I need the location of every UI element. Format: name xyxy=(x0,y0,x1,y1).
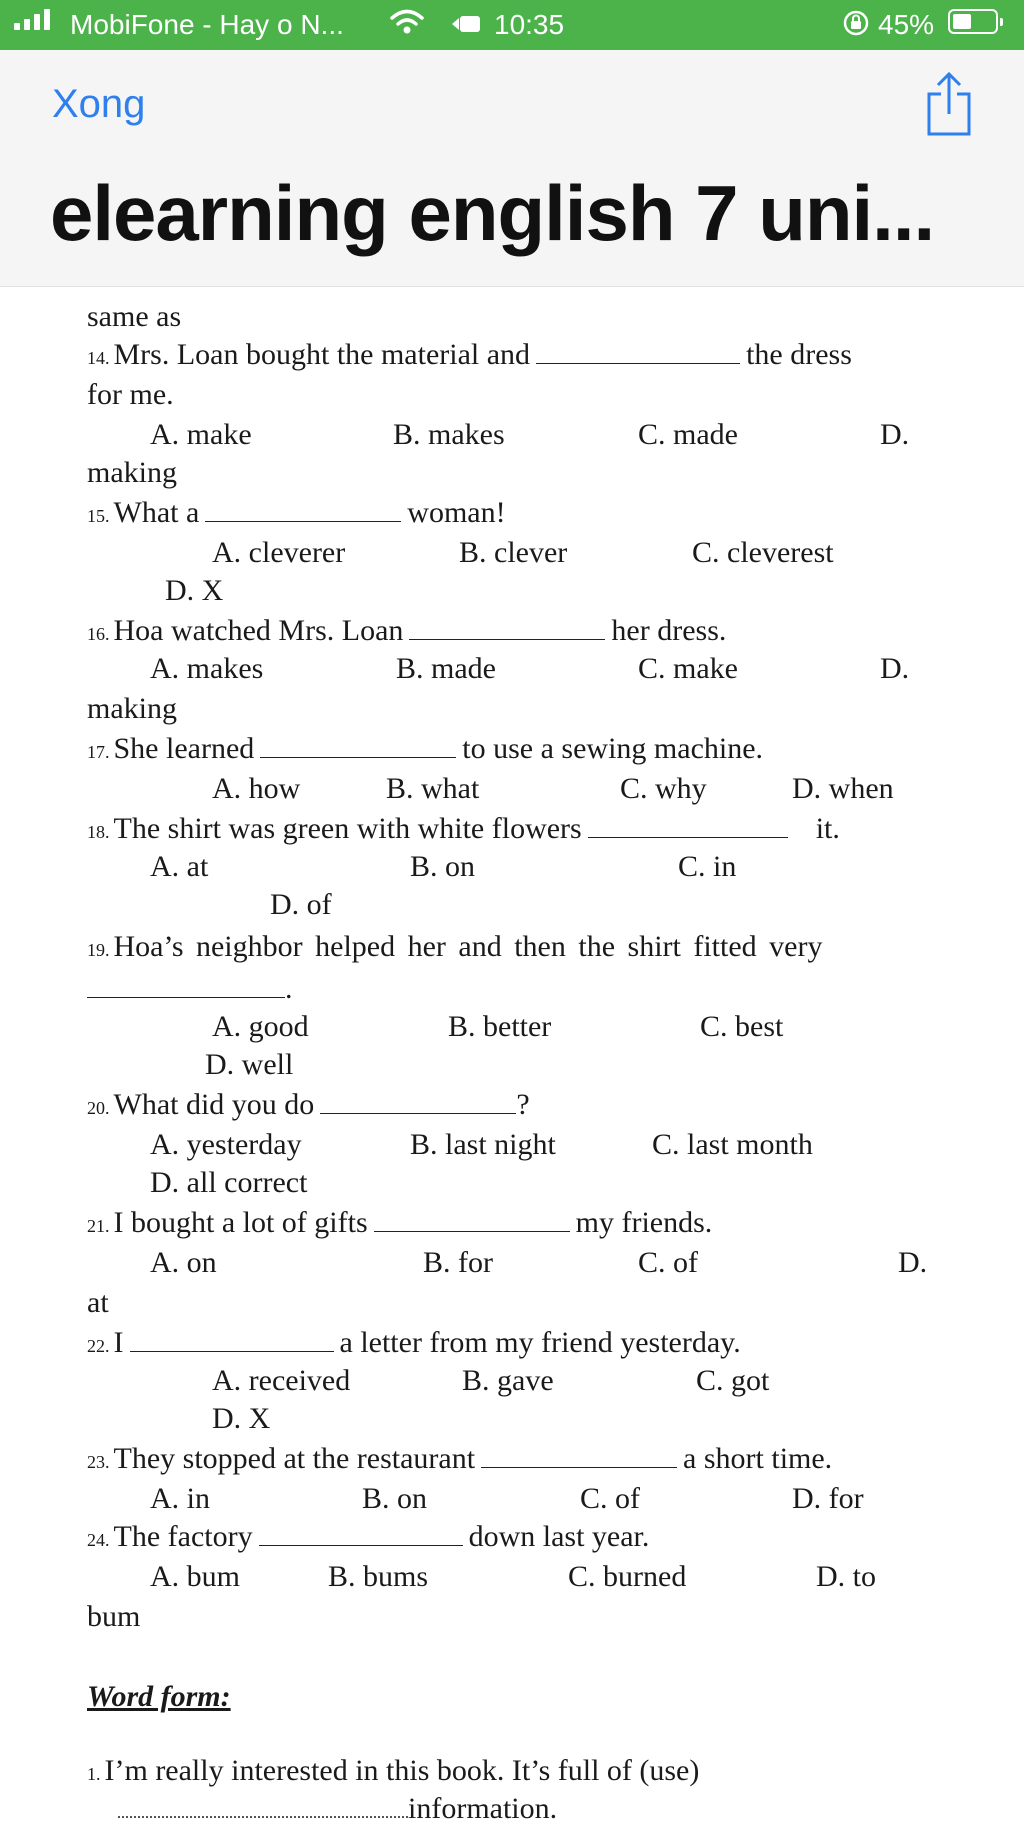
question-number: 20. xyxy=(87,1098,110,1118)
option-b: B. what xyxy=(386,772,480,805)
answer-blank xyxy=(130,1327,334,1352)
question-number: 24. xyxy=(87,1530,110,1550)
option-c: C. why xyxy=(620,772,707,805)
carrier-name: MobiFone - Hay o N... xyxy=(70,9,344,40)
option-a: A. in xyxy=(150,1482,210,1515)
option-b: B. for xyxy=(423,1246,493,1279)
option-c: C. got xyxy=(696,1364,770,1397)
option-b: B. on xyxy=(362,1482,428,1515)
option-d: D. of xyxy=(270,888,332,921)
answer-blank xyxy=(374,1207,570,1232)
question-text: a short time. xyxy=(683,1442,833,1475)
question-15 xyxy=(87,495,506,534)
text-line: at xyxy=(87,1286,109,1319)
option-d: D. well xyxy=(205,1048,294,1081)
question-text: down last year. xyxy=(468,1520,650,1553)
option-d: D. for xyxy=(792,1482,864,1515)
option-a: A. at xyxy=(150,850,209,883)
battery-icon xyxy=(948,9,998,34)
question-text: They stopped at the restaurant xyxy=(113,1442,476,1475)
question-text: The factory xyxy=(113,1520,253,1553)
question-text: Mrs. Loan bought the material and xyxy=(113,338,531,371)
text-line: making xyxy=(87,692,177,725)
option-a: A. make xyxy=(150,418,252,451)
answer-blank xyxy=(536,339,740,364)
section-heading: Word form: xyxy=(87,1680,231,1713)
option-c: C. of xyxy=(638,1246,698,1279)
option-c: C. last month xyxy=(652,1128,813,1161)
question-18 xyxy=(87,811,840,850)
question-text: I’m really interested in this book. It’s full of (use) xyxy=(104,1754,700,1787)
text-line: for me. xyxy=(87,378,174,411)
option-d: D. xyxy=(898,1246,928,1279)
clock: 10:35 xyxy=(494,9,565,40)
question-text: ? xyxy=(516,1088,530,1121)
question-text: information. xyxy=(408,1792,558,1825)
question-text: What a xyxy=(113,496,200,529)
question-number: 16. xyxy=(87,624,110,644)
question-number: 14. xyxy=(87,348,110,368)
text-line: making xyxy=(87,456,177,489)
question-text: . xyxy=(285,972,293,1005)
question-number: 22. xyxy=(87,1336,110,1356)
question-text: Hoa watched Mrs. Loan xyxy=(113,614,404,647)
option-c: C. in xyxy=(678,850,737,883)
text-line: bum xyxy=(87,1600,141,1633)
question-23 xyxy=(87,1441,832,1480)
question-19-blank-line xyxy=(87,971,293,1007)
question-number: 18. xyxy=(87,822,110,842)
option-a: A. how xyxy=(212,772,301,805)
option-a: A. good xyxy=(212,1010,309,1043)
option-a: A. received xyxy=(212,1364,351,1397)
done-button[interactable]: Xong xyxy=(52,82,146,126)
wifi-icon xyxy=(390,9,424,42)
option-d: D. X xyxy=(212,1402,271,1435)
option-c: C. best xyxy=(700,1010,784,1043)
option-d: D. when xyxy=(792,772,894,805)
answer-blank xyxy=(481,1443,677,1468)
navigation-bar xyxy=(0,50,1024,287)
question-19 xyxy=(87,929,822,968)
word-form-question-1 xyxy=(87,1753,699,1792)
option-a: A. on xyxy=(150,1246,217,1279)
option-a: A. yesterday xyxy=(150,1128,302,1161)
option-b: B. bums xyxy=(328,1560,429,1593)
question-text: my friends. xyxy=(575,1206,713,1239)
document-title: elearning english 7 uni... xyxy=(50,169,935,257)
option-c: C. cleverest xyxy=(692,536,834,569)
document-viewer[interactable] xyxy=(0,287,1024,1825)
question-17 xyxy=(87,731,763,770)
answer-blank xyxy=(409,615,605,640)
option-a: A. makes xyxy=(150,652,264,685)
question-24 xyxy=(87,1519,649,1558)
question-text: I xyxy=(113,1326,124,1359)
option-b: B. on xyxy=(410,850,476,883)
question-text: What did you do xyxy=(113,1088,315,1121)
question-text: I bought a lot of gifts xyxy=(113,1206,368,1239)
option-b: B. better xyxy=(448,1010,552,1043)
question-14 xyxy=(87,337,852,376)
option-c: C. burned xyxy=(568,1560,687,1593)
signal-strength-icon xyxy=(14,9,50,30)
answer-blank xyxy=(87,973,285,998)
word-form-blank-line xyxy=(118,1791,557,1827)
question-16 xyxy=(87,613,726,652)
question-text: a letter from my friend yesterday. xyxy=(339,1326,741,1359)
option-c: C. of xyxy=(580,1482,640,1515)
question-number: 23. xyxy=(87,1452,110,1472)
question-number: 17. xyxy=(87,742,110,762)
question-text: the dress xyxy=(746,338,852,371)
share-icon[interactable] xyxy=(924,70,974,138)
question-22 xyxy=(87,1325,741,1364)
option-a: A. bum xyxy=(150,1560,240,1593)
option-b: B. gave xyxy=(462,1364,554,1397)
option-d: D. to xyxy=(816,1560,876,1593)
battery-percent: 45% xyxy=(878,9,935,40)
question-20 xyxy=(87,1087,530,1126)
answer-blank xyxy=(588,813,788,838)
answer-blank xyxy=(118,1792,408,1818)
question-number: 19. xyxy=(87,940,110,960)
text-line: same as xyxy=(87,300,182,333)
option-d: D. xyxy=(880,652,910,685)
option-b: B. clever xyxy=(459,536,568,569)
rotation-lock-icon xyxy=(842,9,870,44)
question-number: 1. xyxy=(87,1764,101,1784)
option-b: B. made xyxy=(396,652,496,685)
question-number: 15. xyxy=(87,506,110,526)
question-text: She learned xyxy=(113,732,255,765)
question-text: The shirt was green with white flowers xyxy=(113,812,582,845)
answer-blank xyxy=(320,1089,516,1114)
status-bar xyxy=(0,0,1024,50)
option-d: D. all correct xyxy=(150,1166,308,1199)
option-d: D. X xyxy=(165,574,224,607)
answer-blank xyxy=(259,1521,463,1546)
option-c: C. make xyxy=(638,652,738,685)
option-a: A. cleverer xyxy=(212,536,346,569)
question-text: woman! xyxy=(407,496,506,529)
question-text: Hoa’s neighbor helped her and then the shirt fitted very xyxy=(113,930,823,963)
question-number: 21. xyxy=(87,1216,110,1236)
option-c: C. made xyxy=(638,418,738,451)
option-b: B. last night xyxy=(410,1128,556,1161)
answer-blank xyxy=(260,733,456,758)
question-text: to use a sewing machine. xyxy=(462,732,764,765)
option-d: D. xyxy=(880,418,910,451)
question-text: her dress. xyxy=(611,614,727,647)
option-b: B. makes xyxy=(393,418,505,451)
battery-fill xyxy=(953,14,971,29)
answer-blank xyxy=(205,497,401,522)
question-text: it. xyxy=(815,812,840,845)
screen-record-icon xyxy=(450,9,482,41)
question-21 xyxy=(87,1205,712,1244)
